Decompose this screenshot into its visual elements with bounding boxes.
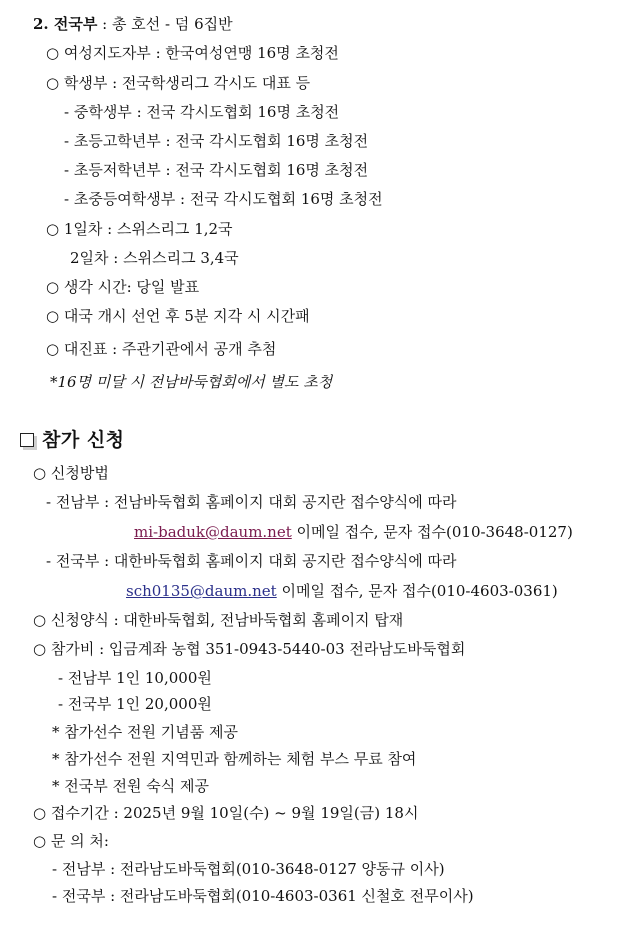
application-title: 참가 신청 [42,429,125,451]
form-item: ○ 신청양식 : 대한바둑협회, 전남바둑협회 홈페이지 탑재 [33,611,404,629]
middle-school-item: - 중학생부 : 전국 각시도협회 16명 초청전 [64,103,340,121]
fee-jeonnam: - 전남부 1인 10,000원 [58,669,212,687]
national-contact-line [126,581,558,601]
thinking-time-item: ○ 생각 시간: 당일 발표 [46,278,200,296]
application-heading [20,430,125,450]
perk-souvenir: * 참가선수 전원 기념품 제공 [52,723,238,741]
national-email-link[interactable]: sch0135@daum.net [126,582,277,600]
jeonnam-method-line: - 전남부 : 전남바둑협회 홈페이지 대회 공지란 접수양식에 따라 [46,493,457,511]
day2-item: 2일차 : 스위스리그 3,4국 [70,249,239,267]
lower-elementary-item: - 초등저학년부 : 전국 각시도협회 16명 초청전 [64,161,369,179]
upper-elementary-item: - 초등고학년부 : 전국 각시도협회 16명 초청전 [64,132,369,150]
domestic-heading-number: 2. [33,15,54,33]
method-item: ○ 신청방법 [33,464,109,482]
period-item: ○ 접수기간 : 2025년 9월 10일(수) ~ 9월 19일(금) 18시 [33,804,419,822]
fee-item: ○ 참가비 : 입금계좌 농협 351-0943-5440-03 전라남도바둑협회 [33,640,466,658]
draw-item: ○ 대진표 : 주관기관에서 공개 추첨 [46,340,277,358]
jeonnam-contact-line [134,522,573,542]
domestic-heading-label: 전국부 [53,15,98,33]
domestic-heading-rest: : 총 호선 - 덤 6집반 [97,15,233,33]
national-contact-text: 이메일 접수, 문자 접수(010-4603-0361) [276,582,558,600]
inquiry-jeonnam: - 전남부 : 전라남도바둑협회(010-3648-0127 양동규 이사) [52,860,445,878]
checkbox-square-icon [20,433,34,447]
jeonnam-contact-text: 이메일 접수, 문자 접수(010-3648-0127) [291,523,573,541]
inquiry-item: ○ 문 의 처: [33,832,109,850]
national-method-line: - 전국부 : 대한바둑협회 홈페이지 대회 공지란 접수양식에 따라 [46,552,457,570]
student-item: ○ 학생부 : 전국학생리그 각시도 대표 등 [46,74,311,92]
domestic-heading [33,14,233,34]
lateness-rule-item: ○ 대국 개시 선언 후 5분 지각 시 시간패 [46,307,310,325]
inquiry-national: - 전국부 : 전라남도바둑협회(010-4603-0361 신철호 전무이사) [52,887,474,905]
perk-booth: * 참가선수 전원 지역민과 함께하는 체험 부스 무료 참여 [52,750,417,768]
shortfall-note: *16명 미달 시 전남바둑협회에서 별도 초청 [50,373,333,391]
girls-item: - 초중등여학생부 : 전국 각시도협회 16명 초청전 [64,190,383,208]
day1-item: ○ 1일차 : 스위스리그 1,2국 [46,220,233,238]
women-leader-item: ○ 여성지도자부 : 한국여성연맹 16명 초청전 [46,44,339,62]
perk-lodging: * 전국부 전원 숙식 제공 [52,777,209,795]
fee-national: - 전국부 1인 20,000원 [58,695,212,713]
jeonnam-email-link[interactable]: mi-baduk@daum.net [134,523,292,541]
